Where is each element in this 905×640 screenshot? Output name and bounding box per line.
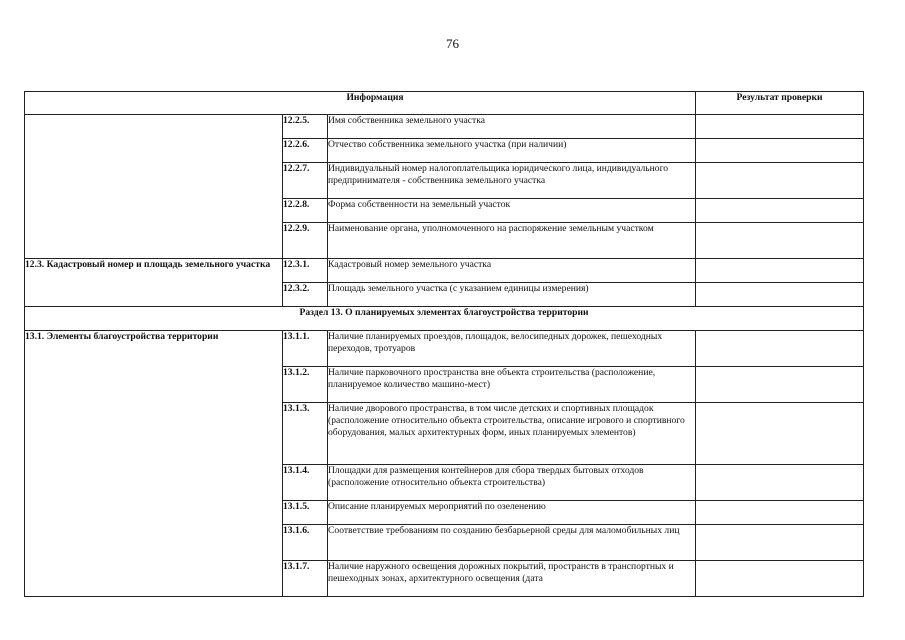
item-number: 13.1.3. <box>283 403 328 465</box>
item-text: Наличие наружного освещения дорожных покрытий, пространств в транспортных и пешеходных зонах, архитектурного освещения (дата <box>328 561 696 597</box>
item-text: Кадастровый номер земельного участка <box>328 259 696 283</box>
group-cell-empty <box>25 115 283 259</box>
table-header-row <box>25 92 864 115</box>
item-text: Индивидуальный номер налогоплательщика юридического лица, индивидуального предпринимателя - собственника земельного участка <box>328 163 696 199</box>
item-number: 12.2.7. <box>283 163 328 199</box>
section-heading: Раздел 13. О планируемых элементах благоустройства территории <box>25 307 864 331</box>
item-text: Наличие дворового пространства, в том числе детских и спортивных площадок (расположение относительно объекта строительства, описание игрового и спортивного оборудования, малых архитектурных форм, иных планируемых элементов) <box>328 403 696 465</box>
item-text: Наличие парковочного пространства вне объекта строительства (расположение, планируемое количество машино-мест) <box>328 367 696 403</box>
checklist-table <box>24 91 864 597</box>
item-text: Отчество собственника земельного участка (при наличии) <box>328 139 696 163</box>
section-heading-row <box>25 307 864 331</box>
item-number: 13.1.2. <box>283 367 328 403</box>
page-number: 76 <box>446 36 459 51</box>
result-cell[interactable] <box>696 331 864 367</box>
item-number: 12.2.5. <box>283 115 328 139</box>
result-cell[interactable] <box>696 259 864 283</box>
result-cell[interactable] <box>696 283 864 307</box>
result-cell[interactable] <box>696 163 864 199</box>
result-cell[interactable] <box>696 525 864 561</box>
item-number: 12.2.8. <box>283 199 328 223</box>
item-number: 13.1.5. <box>283 501 328 525</box>
result-cell[interactable] <box>696 465 864 501</box>
item-number: 12.2.6. <box>283 139 328 163</box>
result-cell[interactable] <box>696 223 864 259</box>
item-number: 13.1.6. <box>283 525 328 561</box>
item-text: Форма собственности на земельный участок <box>328 199 696 223</box>
item-text: Площадь земельного участка (с указанием единицы измерения) <box>328 283 696 307</box>
result-cell[interactable] <box>696 367 864 403</box>
group-label: 12.3. Кадастровый номер и площадь земельного участка <box>25 259 283 307</box>
item-number: 12.3.1. <box>283 259 328 283</box>
group-label: 13.1. Элементы благоустройства территории <box>25 331 283 597</box>
item-text: Имя собственника земельного участка <box>328 115 696 139</box>
table-row <box>25 331 864 367</box>
result-cell[interactable] <box>696 139 864 163</box>
table-row <box>25 259 864 283</box>
result-cell[interactable] <box>696 199 864 223</box>
item-text: Наличие планируемых проездов, площадок, велосипедных дорожек, пешеходных переходов, тротуаров <box>328 331 696 367</box>
header-info: Информация <box>25 92 696 115</box>
result-cell[interactable] <box>696 501 864 525</box>
header-result: Результат проверки <box>696 92 864 115</box>
item-text: Наименование органа, уполномоченного на распоряжение земельным участком <box>328 223 696 259</box>
result-cell[interactable] <box>696 561 864 597</box>
table-row <box>25 115 864 139</box>
item-number: 12.3.2. <box>283 283 328 307</box>
item-number: 12.2.9. <box>283 223 328 259</box>
item-text: Соответствие требованиям по созданию безбарьерной среды для маломобильных лиц <box>328 525 696 561</box>
result-cell[interactable] <box>696 403 864 465</box>
item-number: 13.1.4. <box>283 465 328 501</box>
item-text: Описание планируемых мероприятий по озеленению <box>328 501 696 525</box>
item-text: Площадки для размещения контейнеров для сбора твердых бытовых отходов (расположение относительно объекта строительства) <box>328 465 696 501</box>
result-cell[interactable] <box>696 115 864 139</box>
item-number: 13.1.7. <box>283 561 328 597</box>
item-number: 13.1.1. <box>283 331 328 367</box>
